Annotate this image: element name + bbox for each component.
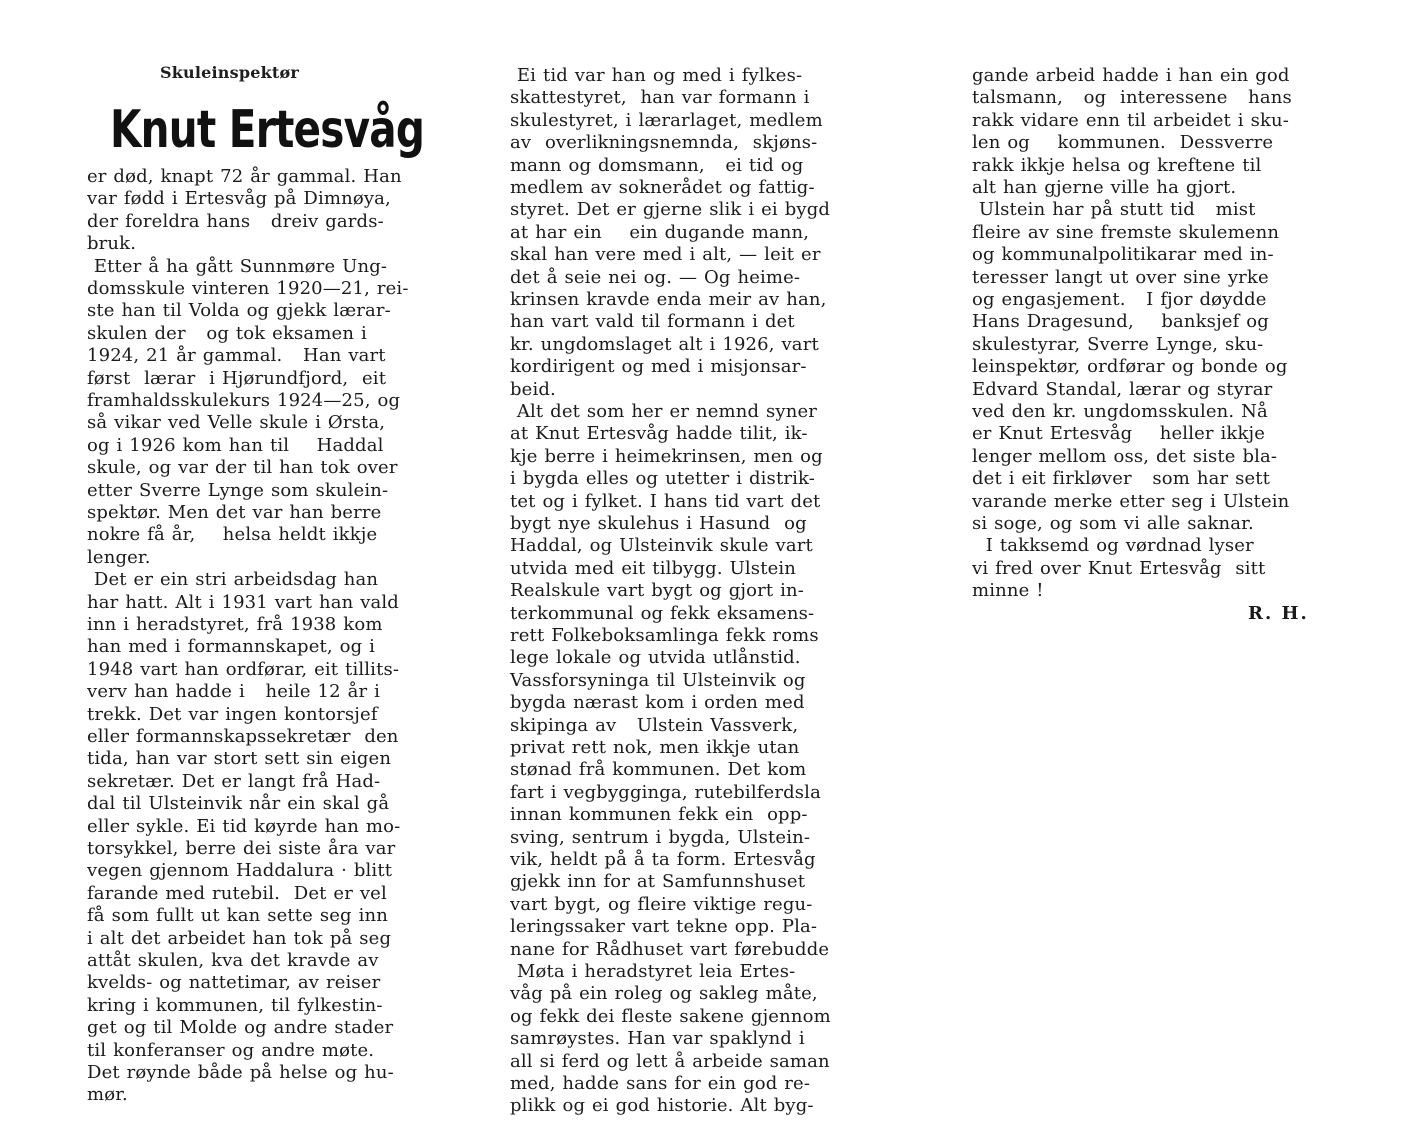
- text-line: minne !: [972, 580, 1044, 602]
- text-line: Møta i heradstyret leia Ertes-: [510, 961, 796, 982]
- text-line: skule, og var der til han tok over: [87, 457, 398, 479]
- text-line: skipinga av Ulstein Vassverk,: [510, 714, 799, 736]
- text-line: terkommunal og fekk eksamens-: [510, 602, 815, 624]
- text-line: inn i heradstyret, frå 1938 kom: [87, 614, 383, 635]
- text-line: fleire av sine fremste skulemenn: [972, 221, 1280, 243]
- text-line: skulestyrar, Sverre Lynge, sku-: [972, 333, 1264, 355]
- text-line: nokre få år, helsa heldt ikkje: [87, 524, 378, 546]
- text-line: Haddal, og Ulsteinvik skule vart: [510, 535, 813, 557]
- text-line: nane for Rådhuset vart førebudde: [510, 938, 830, 960]
- text-line: mann og domsmann, ei tid og: [510, 154, 804, 176]
- text-line: bygt nye skulehus i Hasund og: [510, 513, 807, 534]
- text-line: sekretær. Det er langt frå Had-: [87, 770, 381, 792]
- text-line: så vikar ved Velle skule i Ørsta,: [87, 412, 386, 434]
- text-line: privat rett nok, men ikkje utan: [510, 737, 800, 758]
- text-line: Det er ein stri arbeidsdag han: [87, 569, 379, 591]
- text-line: sving, sentrum i bygda, Ulstein-: [510, 826, 811, 848]
- text-line: kvelds- og nattetimar, av reiser: [87, 972, 381, 994]
- text-line: verv han hadde i heile 12 år i: [87, 681, 380, 703]
- text-line: kr. ungdomslaget alt i 1926, vart: [510, 333, 819, 355]
- text-line: til konferanser og andre møte.: [87, 1039, 375, 1061]
- text-line: all si ferd og lett å arbeide saman: [510, 1050, 830, 1072]
- text-line: vik, heldt på å ta form. Ertesvåg: [510, 849, 816, 870]
- text-line: er død, knapt 72 år gammal. Han: [87, 166, 402, 187]
- text-line: dal til Ulsteinvik når ein skal gå: [87, 793, 390, 815]
- text-line: av overlikningsnemnda, skjøns-: [510, 132, 818, 154]
- text-line: har hatt. Alt i 1931 vart han vald: [87, 591, 399, 613]
- text-line: skal han vere med i alt, — leit er: [510, 244, 821, 266]
- text-line: at har ein ein dugande mann,: [510, 221, 810, 243]
- text-line: trekk. Det var ingen kontorsjef: [87, 703, 378, 725]
- text-line: Alt det som her er nemnd syner: [510, 401, 818, 422]
- text-line: Edvard Standal, lærar og styrar: [972, 378, 1273, 400]
- text-line: der foreldra hans dreiv gards-: [87, 210, 384, 232]
- text-line: og i 1926 kom han til Haddal: [87, 434, 384, 456]
- text-line: vegen gjennom Haddalura · blitt: [87, 860, 393, 882]
- text-line: og fekk dei fleste sakene gjennom: [510, 1005, 831, 1027]
- text-line: var fødd i Ertesvåg på Dimnøya,: [87, 188, 391, 210]
- text-line: beid.: [510, 378, 556, 400]
- text-line: leringssaker vart tekne opp. Pla-: [510, 916, 818, 938]
- text-line: stønad frå kommunen. Det kom: [510, 759, 807, 781]
- text-line: først lærar i Hjørundfjord, eit: [87, 367, 387, 389]
- text-line: rakk vidare enn til arbeidet i sku-: [972, 109, 1290, 131]
- text-line: Etter å ha gått Sunnmøre Ung-: [87, 255, 388, 277]
- text-line: det å seie nei og. — Og heime-: [510, 266, 801, 288]
- text-line: tida, han var stort sett sin eigen: [87, 748, 392, 770]
- text-line: attåt skulen, kva det kravde av: [87, 950, 379, 971]
- text-line: er Knut Ertesvåg heller ikkje: [972, 423, 1266, 445]
- text-line: bygda nærast kom i orden med: [510, 692, 805, 714]
- text-line: eller sykle. Ei tid køyrde han mo-: [87, 815, 401, 837]
- text-line: ved den kr. ungdomsskulen. Nå: [972, 401, 1268, 422]
- text-line: Ei tid var han og med i fylkes-: [510, 65, 803, 86]
- text-line: lenger.: [87, 546, 151, 568]
- text-line: kje berre i heimekrinsen, men og: [510, 445, 823, 467]
- text-line: teresser langt ut over sine yrke: [972, 266, 1269, 288]
- text-line: Hans Dragesund, banksjef og: [972, 311, 1269, 333]
- text-line: get og til Molde og andre stader: [87, 1017, 394, 1039]
- text-line: gande arbeid hadde i han ein god: [972, 65, 1290, 86]
- text-line: rakk ikkje helsa og kreftene til: [972, 154, 1262, 176]
- text-line: eller formannskapssekretær den: [87, 726, 399, 747]
- article-signature: R. H.: [1248, 603, 1309, 624]
- text-line: etter Sverre Lynge som skulein-: [87, 479, 389, 501]
- text-line: samrøystes. Han var spaklynd i: [510, 1028, 805, 1050]
- text-line: med, hadde sans for ein god re-: [510, 1073, 811, 1094]
- text-line: Ulstein har på stutt tid mist: [972, 199, 1256, 221]
- text-line: ste han til Volda og gjekk lærar-: [87, 300, 391, 322]
- text-line: vart bygt, og fleire viktige regu-: [510, 893, 813, 915]
- text-line: han med i formannskapet, og i: [87, 636, 376, 658]
- text-line: torsykkel, berre dei siste åra var: [87, 838, 396, 859]
- text-line: lenger mellom oss, det siste bla-: [972, 445, 1278, 467]
- text-line: medlem av soknerådet og fattig-: [510, 177, 815, 198]
- text-line: tet og i fylket. I hans tid vart det: [510, 490, 821, 512]
- text-line: 1948 vart han ordførar, eit tillits-: [87, 658, 400, 680]
- text-line: kordirigent og med i misjonsar-: [510, 356, 807, 378]
- text-line: mør.: [87, 1084, 128, 1106]
- text-line: utvida med eit tilbygg. Ulstein: [510, 557, 797, 579]
- article-kicker: Skuleinspektør: [160, 63, 299, 82]
- text-line: alt han gjerne ville ha gjort.: [972, 177, 1237, 198]
- text-line: si soge, og som vi alle saknar.: [972, 513, 1254, 534]
- text-line: framhaldsskulekurs 1924—25, og: [87, 390, 401, 411]
- text-line: rett Folkeboksamlinga fekk roms: [510, 625, 819, 646]
- text-line: gjekk inn for at Samfunnshuset: [510, 871, 806, 893]
- text-line: og engasjement. I fjor døydde: [972, 289, 1267, 310]
- text-line: domsskule vinteren 1920—21, rei-: [87, 278, 409, 299]
- text-line: len og kommunen. Dessverre: [972, 132, 1274, 154]
- text-line: fart i vegbygginga, rutebilferdsla: [510, 781, 821, 803]
- text-line: Det røynde både på helse og hu-: [87, 1062, 394, 1083]
- text-line: I takksemd og vørdnad lyser: [972, 535, 1254, 557]
- text-line: leinspektør, ordførar og bonde og: [972, 356, 1288, 378]
- text-line: våg på ein roleg og sakleg måte,: [510, 983, 818, 1005]
- text-line: krinsen kravde enda meir av han,: [510, 289, 827, 310]
- text-line: det i eit firkløver som har sett: [972, 468, 1271, 490]
- text-line: innan kommunen fekk ein opp-: [510, 804, 808, 826]
- text-line: Realskule vart bygt og gjort in-: [510, 580, 805, 602]
- text-line: plikk og ei god historie. Alt byg-: [510, 1095, 814, 1117]
- text-line: farande med rutebil. Det er vel: [87, 882, 387, 904]
- text-line: kring i kommunen, til fylkestin-: [87, 994, 383, 1016]
- text-line: skattestyret, han var formann i: [510, 87, 810, 109]
- text-line: skulen der og tok eksamen i: [87, 322, 367, 344]
- text-line: han vart vald til formann i det: [510, 311, 795, 333]
- text-line: styret. Det er gjerne slik i ei bygd: [510, 199, 831, 221]
- text-line: i alt det arbeidet han tok på seg: [87, 927, 392, 949]
- text-line: Vassforsyninga til Ulsteinvik og: [510, 669, 806, 691]
- text-line: talsmann, og interessene hans: [972, 87, 1292, 109]
- text-line: bruk.: [87, 233, 137, 255]
- text-line: 1924, 21 år gammal. Han vart: [87, 345, 386, 367]
- text-line: spektør. Men det var han berre: [87, 502, 382, 523]
- text-line: vi fred over Knut Ertesvåg sitt: [972, 557, 1266, 579]
- article-headline: Knut Ertesvåg: [110, 100, 425, 160]
- text-line: lege lokale og utvida utlånstid.: [510, 647, 801, 669]
- text-line: at Knut Ertesvåg hadde tilit, ik-: [510, 423, 808, 445]
- text-line: og kommunalpolitikarar med in-: [972, 244, 1274, 266]
- text-line: varande merke etter seg i Ulstein: [972, 490, 1290, 512]
- text-line: få som fullt ut kan sette seg inn: [87, 905, 388, 927]
- text-line: skulestyret, i lærarlaget, medlem: [510, 109, 823, 131]
- text-line: i bygda elles og utetter i distrik-: [510, 468, 815, 490]
